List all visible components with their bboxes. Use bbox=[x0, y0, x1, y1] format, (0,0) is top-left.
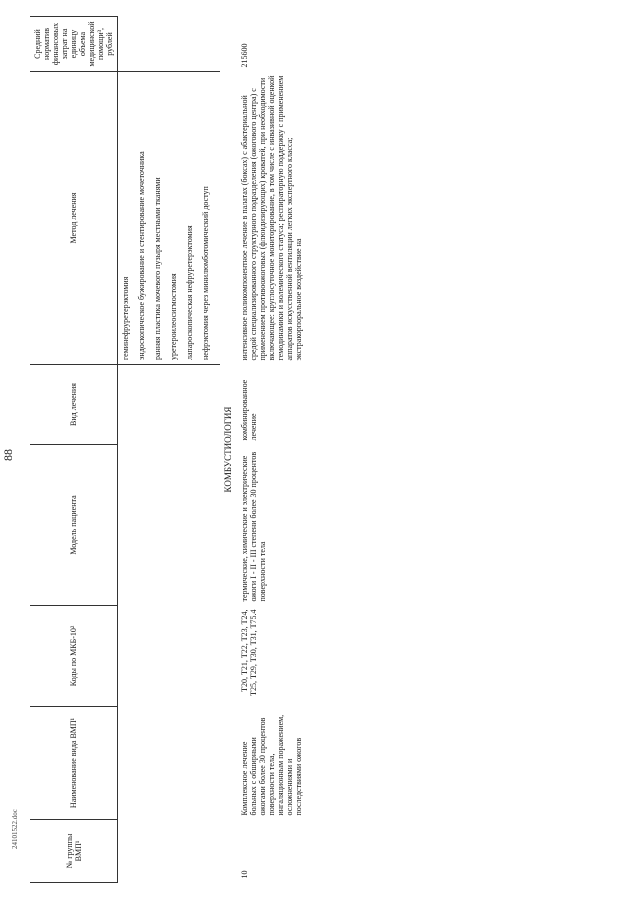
vmp-name-cell: Комплексное лечение больных с обширными ожогами более 30 процентов поверхности тела, ингаляционным поражением, осложнениями и последствиями ожогов bbox=[240, 714, 303, 816]
icd-codes-cell: Т20, Т21, Т22, Т23, Т24, Т25, Т29, Т30, Т31, Т75.4 bbox=[240, 609, 258, 696]
method-item: эндоскопическое бужирование и стентирование мочеточника bbox=[137, 151, 146, 360]
patient-model-cell: термические, химические и электрические ожоги I - II - III степени более 30 процентов поверхности тела bbox=[240, 451, 267, 602]
treatment-method-cell: интенсивное поликомпонентное лечение в палатах (боксах) с абактериальной средой специализированного структурного подразделения (ожогового центра) с применением противоожоговых (флюидизирующих) кроватей, при необходимости включающее: круглосуточное мониторирование, в том числе с инвазивной оценкой гемодинамики и волемического статуса; респираторную поддержку с применением аппаратов искусственной вентиляции легких экспертного класса; экстракорпоральное воздействие на bbox=[240, 75, 303, 361]
method-item: ранняя пластика мочевого пузыря местными тканями bbox=[153, 177, 162, 360]
method-item: геминефруретерэктомия bbox=[121, 276, 130, 360]
treatment-type-cell: комбинированное лечение bbox=[240, 379, 258, 441]
table-row bbox=[237, 17, 306, 883]
header-icd-codes: Коды по МКБ-10² bbox=[30, 606, 118, 707]
method-item: лапароскопическая нефруретерэктомия bbox=[185, 225, 194, 360]
group-number-cell: 10 bbox=[240, 870, 249, 879]
document-filename: 24101522.doc bbox=[11, 809, 19, 849]
vmp-table bbox=[30, 16, 306, 883]
header-treatment-method: Метод лечения bbox=[30, 72, 118, 365]
section-row bbox=[220, 17, 237, 883]
header-cost: Средний норматив финансовых затрат на единицу объема медицинской помощи³, рублей bbox=[30, 17, 118, 72]
continued-methods-cell bbox=[118, 72, 221, 365]
continued-row bbox=[118, 17, 221, 883]
header-treatment-type: Вид лечения bbox=[30, 365, 118, 445]
method-item: уретероилеосигмостомия bbox=[169, 273, 178, 360]
table-header-row bbox=[30, 17, 118, 883]
header-vmp-name: Наименование вида ВМП¹ bbox=[30, 707, 118, 820]
header-patient-model: Модель пациента bbox=[30, 445, 118, 606]
page-number: 88 bbox=[1, 449, 15, 461]
header-group-number: № группы ВМП¹ bbox=[30, 820, 118, 883]
method-item: нефрэктомия через минилюмботомический доступ bbox=[201, 186, 210, 360]
cost-cell: 215600 bbox=[240, 43, 249, 68]
section-title: КОМБУСТИОЛОГИЯ bbox=[223, 406, 233, 493]
